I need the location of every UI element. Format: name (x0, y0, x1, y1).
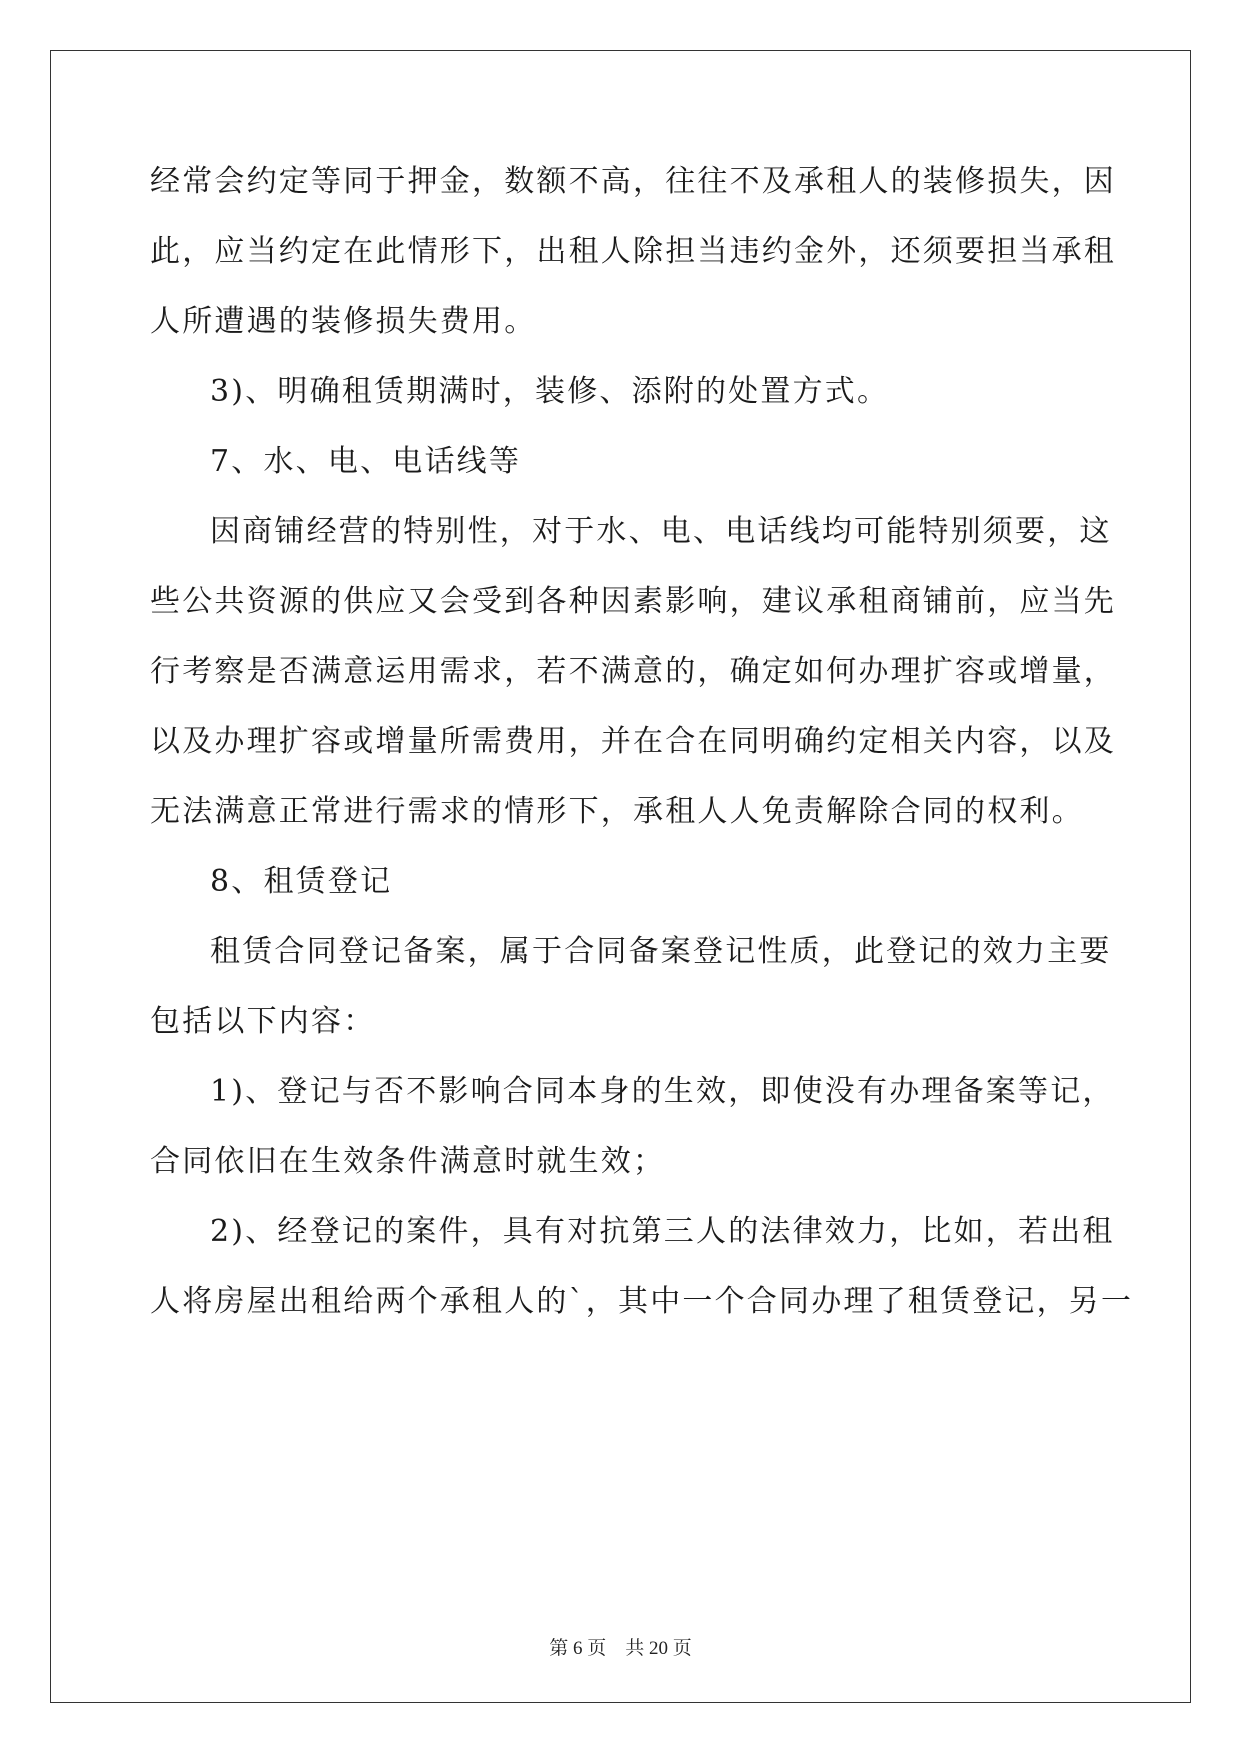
text-line: 无法满意正常进行需求的情形下，承租人人免责解除合同的权利。 (150, 794, 1084, 829)
text-line: 经常会约定等同于押金，数额不高，往往不及承租人的装修损失，因 (150, 164, 1116, 199)
section-heading: 8、租赁登记 (210, 864, 393, 899)
text-line: 人所遭遇的装修损失费用。 (150, 304, 537, 339)
list-item: 2)、经登记的案件，具有对抗第三人的法律效力，比如，若出租 (210, 1214, 1115, 1249)
text-line: 租赁合同登记备案，属于合同备案登记性质，此登记的效力主要 (210, 934, 1112, 969)
text-line: 以及办理扩容或增量所需费用，并在合在同明确约定相关内容，以及 (150, 724, 1116, 759)
section-heading: 7、水、电、电话线等 (210, 444, 522, 479)
page-number: 第 6 页 共 20 页 (549, 1638, 692, 1659)
list-item: 3)、明确租赁期满时，装修、添附的处置方式。 (210, 374, 890, 409)
text-line: 因商铺经营的特别性，对于水、电、电话线均可能特别须要，这 (210, 514, 1112, 549)
text-line: 些公共资源的供应又会受到各种因素影响，建议承租商铺前，应当先 (150, 584, 1116, 619)
text-line: 合同依旧在生效条件满意时就生效； (150, 1144, 666, 1179)
text-line: 人将房屋出租给两个承租人的`，其中一个合同办理了租赁登记，另一 (150, 1284, 1134, 1319)
list-item: 1)、登记与否不影响合同本身的生效，即使没有办理备案等记， (210, 1074, 1115, 1109)
text-line: 包括以下内容： (150, 1004, 376, 1039)
text-line: 此，应当约定在此情形下，出租人除担当违约金外，还须要担当承租 (150, 234, 1116, 269)
text-line: 行考察是否满意运用需求，若不满意的，确定如何办理扩容或增量， (150, 654, 1116, 689)
